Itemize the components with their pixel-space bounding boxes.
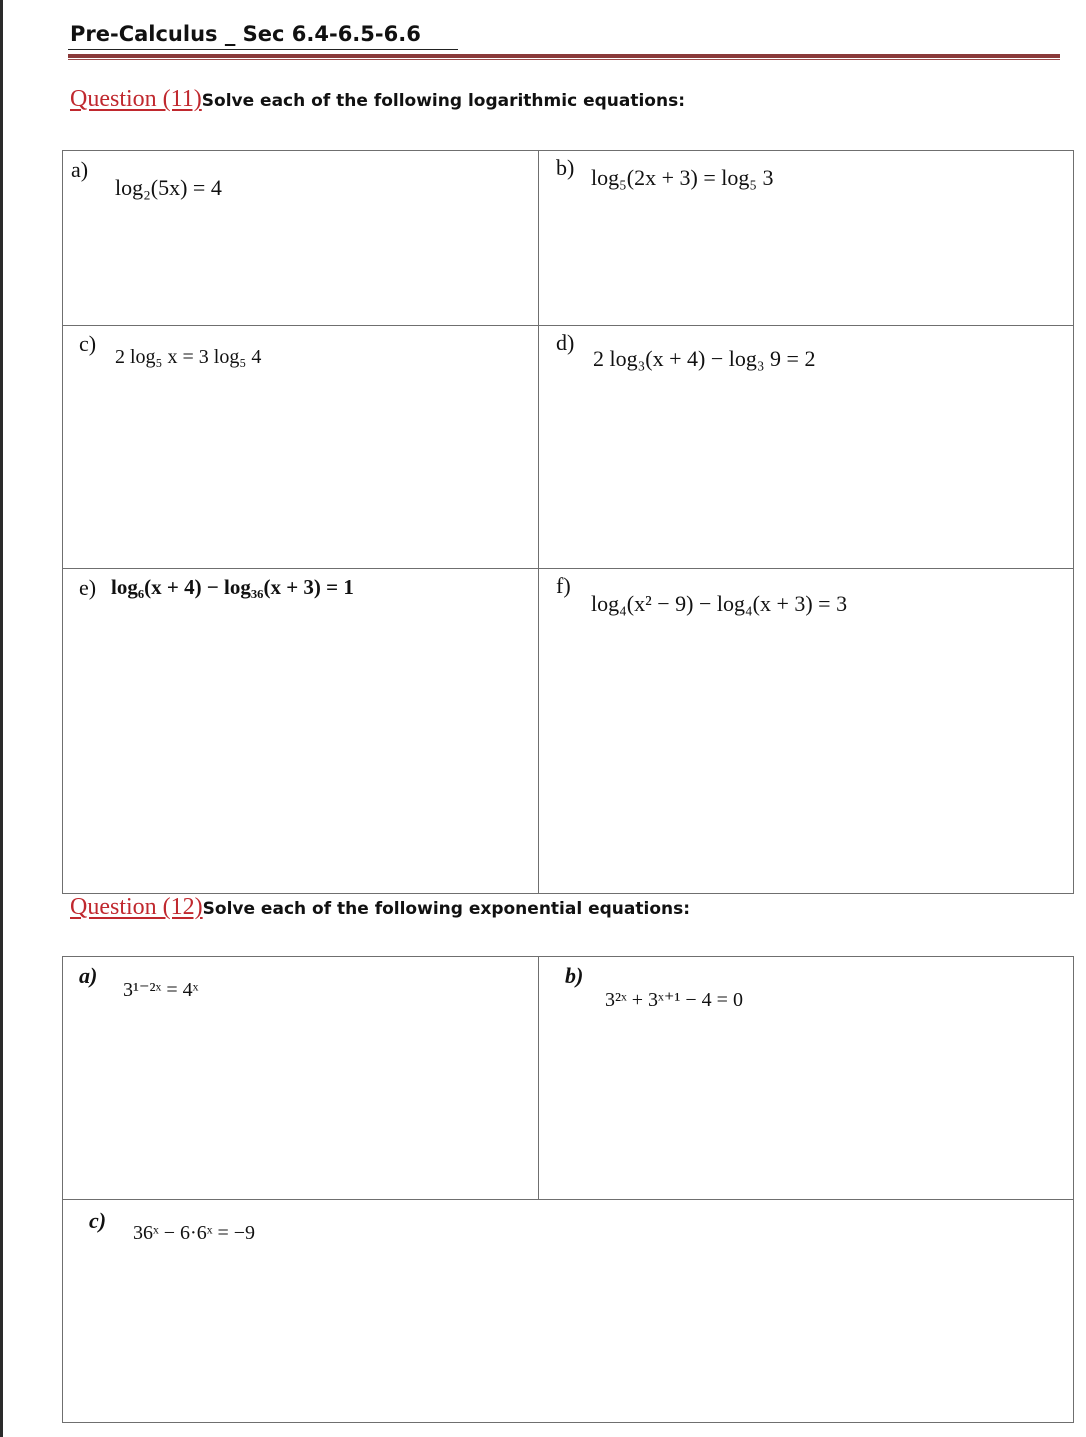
page-title: Pre-Calculus _ Sec 6.4-6.5-6.6: [70, 22, 421, 46]
q11-part-f-equation: log₄(x² − 9) − log₄(x + 3) = 3: [591, 591, 848, 616]
q12-part-c-label: c): [89, 1208, 107, 1233]
q11-part-e-label: e): [79, 575, 97, 600]
header-divider-secondary: [68, 59, 1060, 60]
question-11-instruction: Solve each of the following logarithmic equations:: [201, 91, 685, 111]
q12-part-b-label: b): [565, 963, 584, 988]
question-11-grid: [62, 150, 1074, 894]
q11-part-d-label: d): [556, 330, 575, 355]
question-11-heading: [70, 86, 685, 113]
q11-cell-d[interactable]: [539, 326, 1074, 569]
q11-cell-f[interactable]: [539, 569, 1074, 894]
q11-cell-a[interactable]: [63, 151, 539, 326]
header-divider: [68, 54, 1060, 58]
q12-cell-a[interactable]: [63, 957, 539, 1200]
q11-part-b-label: b): [556, 155, 575, 180]
q11-part-c-label: c): [79, 331, 97, 356]
q12-part-a-equation: 3¹⁻²ˣ = 4ˣ: [123, 979, 199, 1001]
q12-cell-c[interactable]: [63, 1200, 1074, 1423]
q12-part-c-equation: 36ˣ − 6·6ˣ = −9: [133, 1222, 256, 1244]
q11-part-c-equation: 2 log₅ x = 3 log₅ 4: [115, 346, 262, 368]
q11-part-d-equation: 2 log₃(x + 4) − log₃ 9 = 2: [593, 346, 816, 371]
q12-part-b-equation: 3²ˣ + 3ˣ⁺¹ − 4 = 0: [605, 989, 743, 1011]
q11-part-e-equation: log₆(x + 4) − log₃₆(x + 3) = 1: [111, 575, 354, 599]
q11-part-a-equation: log₂(5x) = 4: [115, 175, 222, 200]
q11-cell-e[interactable]: [63, 569, 539, 894]
q12-part-a-label: a): [79, 963, 98, 988]
question-11-label: Question (11): [70, 86, 202, 112]
question-12-label: Question (12): [70, 894, 203, 920]
q11-part-f-label: f): [556, 573, 571, 598]
q11-part-a-label: a): [71, 157, 89, 182]
question-12-heading: [70, 894, 690, 921]
question-12-grid: [62, 956, 1074, 1423]
q11-part-b-equation: log₅(2x + 3) = log₅ 3: [591, 165, 774, 190]
q11-cell-b[interactable]: [539, 151, 1074, 326]
q11-cell-c[interactable]: [63, 326, 539, 569]
title-underline: [68, 49, 458, 50]
page-left-edge: [0, 0, 3, 1437]
question-12-instruction: Solve each of the following exponential equations:: [202, 899, 691, 919]
q12-cell-b[interactable]: [539, 957, 1074, 1200]
